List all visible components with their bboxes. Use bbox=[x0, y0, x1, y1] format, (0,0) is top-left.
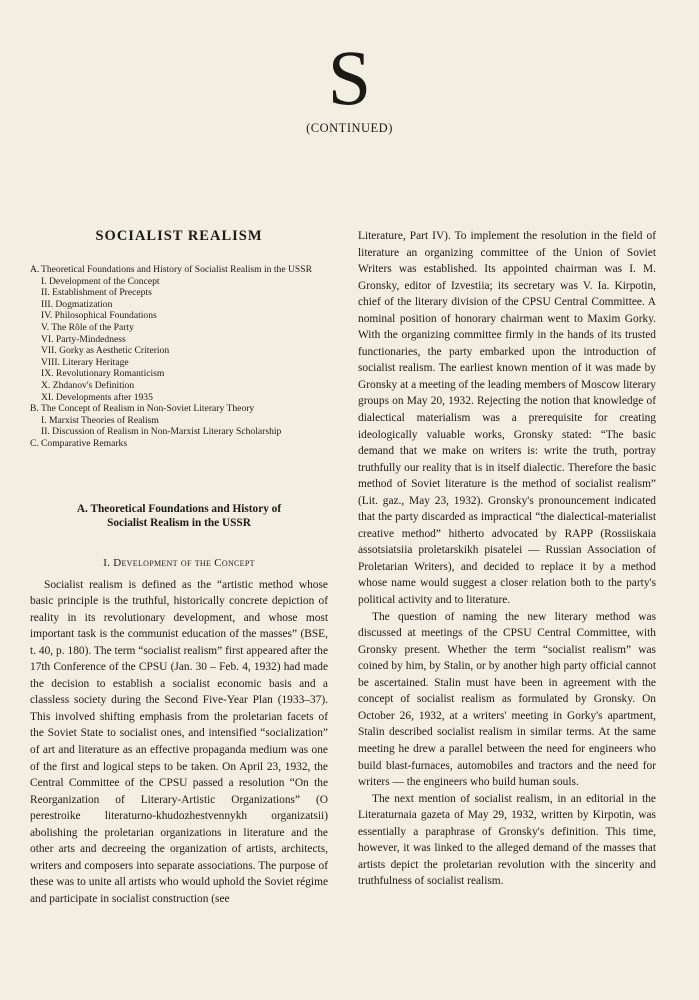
body-paragraph: The next mention of socialist realism, in an editorial in the Literaturnaia gazeta of May 29, 1932, written by Kirpotin, was essentially a paraphrase of Gronsky's definition. This time, however, it was linked to the alleged demand of the masses that artists depict the proletarian revolution with the sincerity and truthfulness of socialist realism. bbox=[358, 792, 656, 888]
toc-item: I. Marxist Theories of Realism bbox=[41, 414, 159, 426]
toc-section-title: The Concept of Realism in Non-Soviet Literary Theory bbox=[41, 403, 255, 415]
section-heading-a bbox=[30, 502, 328, 531]
toc-section-letter: B. bbox=[30, 403, 39, 415]
section-heading-line: Socialist Realism in the USSR bbox=[107, 517, 251, 529]
toc-item: II. Discussion of Realism in Non-Marxist Literary Scholarship bbox=[41, 426, 282, 438]
toc-item: VII. Gorky as Aesthetic Criterion bbox=[41, 345, 170, 357]
toc-section-letter: A. bbox=[30, 264, 40, 275]
toc-item: V. The Rôle of the Party bbox=[41, 321, 134, 333]
toc-item: X. Zhdanov's Definition bbox=[41, 379, 135, 391]
toc-section-a bbox=[30, 264, 328, 276]
table-of-contents bbox=[30, 264, 328, 450]
toc-item: III. Dogmatization bbox=[41, 298, 113, 310]
toc-section-c bbox=[30, 438, 328, 450]
toc-item: XI. Developments after 1935 bbox=[41, 391, 153, 403]
toc-item: IV. Philosophical Foundations bbox=[41, 310, 157, 322]
toc-item: VIII. Literary Heritage bbox=[41, 356, 129, 368]
body-paragraph: The question of naming the new literary method was discussed at meetings of the CPSU Central Committee, with Gronsky present. Whether the term “socialist realism” was coined by him, by Stalin, or by another high party official cannot be ascertained. Stalin must have been in agreement with the concept of socialist realism as formulated by Gronsky. On October 26, 1932, at a writers' meeting in Gorky's apartment, Stalin described socialist realism in similar terms. At the same meeting he drew a parallel between the need for engineers who build blast-furnaces, automobiles and tractors and the need for writers — the engineers who build human souls. bbox=[358, 610, 656, 789]
continued-label: (CONTINUED) bbox=[306, 121, 393, 135]
body-paragraph: Literature, Part IV). To implement the resolution in the field of literature an organizing committee of the Union of Soviet Writers was established. Its appointed chairman was I. M. Gronsky, editor of Izvestiia; its secretary was V. Ia. Kirpotin, chief of the literary division of the CPSU Central Committee. A nominal position of honorary chairman went to Maxim Gorky. With the organizing committee firmly in the hands of its trusted functionaries, the party embarked upon the introduction of socialist realism. The earliest known mention of it was made by Gronsky at a meeting of the leading members of Moscow literary groups on May 20, 1932. Rejecting the notion that knowledge of dialectical materialism was a prerequisite for creating ideologically valuable works, Gronsky stated: “The basic demand that we make on writers is: write the truth, portray truthfully our reality that is in itself dialectic. Therefore the basic method of Soviet literature is the method of socialist realism” (Lit. gaz., May 23, 1932). Gronsky's pronouncement indicated that the party discarded as impractical “the dialectical-materialist creative method” hitherto advocated by RAPP (Rossiiskaia assotsiatsiia proletarskikh pisatelei — Russian Association of Proletarian Writers), and decided to replace it by a method whose name would suggest a closer relation both to the party's political activity and to literature. bbox=[358, 230, 656, 607]
body-paragraph: Socialist realism is defined as the “artistic method whose basic principle is the truthful, historically concrete depiction of reality in its revolutionary development, and whose most important task is the communist education of the masses” (BSE, t. 40, p. 180). The term “socialist realism” first appeared after the 17th Conference of the CPSU (Jan. 30 – Feb. 4, 1932) had made the decision to establish a socialist economic basis and a classless society during the Second Five-Year Plan (1933–37). This involved shifting emphasis from the proletarian facets of the Soviet State to socialist ones, and intensified “socialization” of art and literature as an effective propaganda medium was one of the first and logical steps to be taken. On April 23, 1932, the Central Committee of the CPSU passed a resolution “On the Reorganization of Literary-Artistic Organizations” (O perestroike literaturno-khudozhestvennykh organizatsii) abolishing the proletarian organizations in literature and the other arts and decreeing the organization of artists, architects, writers and composers into separate associations. The purpose of these was to unite all artists who would uphold the Soviet régime and participate in socialist construction (see bbox=[30, 578, 328, 905]
toc-item: II. Establishment of Precepts bbox=[41, 287, 152, 299]
toc-section-a-items bbox=[30, 276, 328, 404]
toc-section-title: Comparative Remarks bbox=[41, 437, 128, 449]
toc-section-b-items bbox=[30, 415, 328, 438]
section-letter: S bbox=[327, 34, 372, 121]
section-heading-line: A. Theoretical Foundations and History of bbox=[76, 502, 282, 515]
toc-section-b bbox=[30, 403, 328, 415]
toc-section-title: Theoretical Foundations and History of Socialist Realism in the USSR bbox=[41, 264, 312, 275]
left-column bbox=[30, 228, 328, 907]
toc-section-letter: C. bbox=[30, 437, 39, 449]
subsection-heading: I. Development of the Concept bbox=[103, 556, 255, 569]
toc-item: I. Development of the Concept bbox=[41, 275, 160, 287]
article-title: SOCIALIST REALISM bbox=[95, 228, 263, 244]
toc-item: IX. Revolutionary Romanticism bbox=[41, 368, 165, 380]
toc-item: VI. Party-Mindedness bbox=[41, 333, 126, 345]
right-column bbox=[358, 228, 656, 890]
